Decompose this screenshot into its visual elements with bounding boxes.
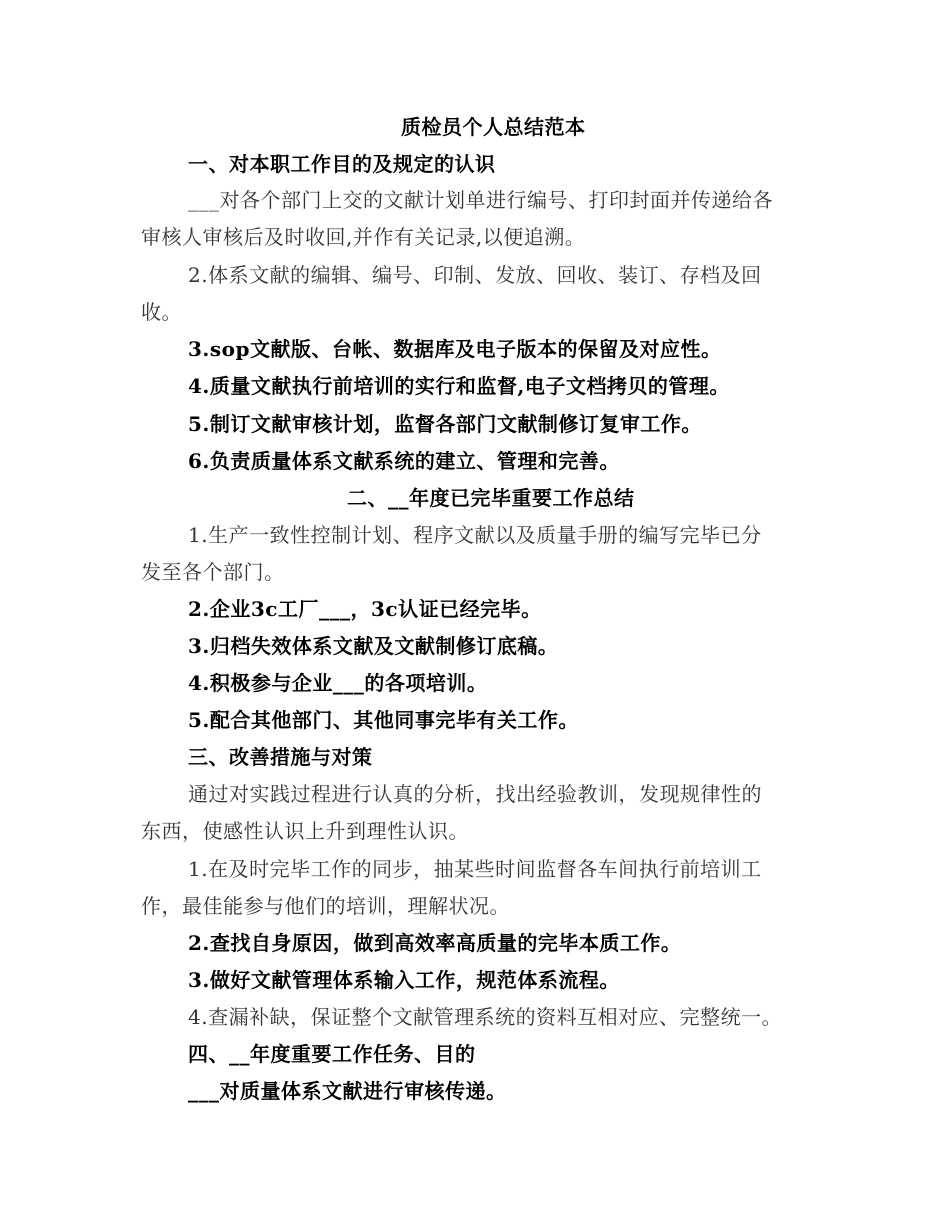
paragraph: 5.配合其他部门、其他同事完毕有关工作。 [188, 708, 579, 732]
paragraph: 收。 [141, 300, 182, 324]
paragraph: 4.查漏补缺，保证整个文献管理系统的资料互相对应、完整统一。 [188, 1005, 783, 1029]
paragraph: 5.制订文献审核计划，监督各部门文献制修订复审工作。 [188, 412, 702, 436]
paragraph: 通过对实践过程进行认真的分析，找出经验教训，发现规律性的 [188, 782, 762, 806]
paragraph: 1.在及时完毕工作的同步，抽某些时间监督各车间执行前培训工 [188, 857, 762, 881]
paragraph: 2.体系文献的编辑、编号、印制、发放、回收、装订、存档及回 [188, 263, 762, 287]
paragraph: 1.生产一致性控制计划、程序文献以及质量手册的编写完毕已分 [188, 523, 762, 547]
paragraph: 4.质量文献执行前培训的实行和监督,电子文档拷贝的管理。 [188, 374, 730, 398]
paragraph: 3.做好文献管理体系输入工作，规范体系流程。 [188, 968, 620, 992]
paragraph: 2.企业3c工厂___，3c认证已经完毕。 [188, 597, 542, 621]
paragraph: ___对质量体系文献进行审核传递。 [188, 1079, 507, 1103]
section-4-heading: 四、__年度重要工作任务、目的 [188, 1042, 476, 1066]
paragraph: 东西，使感性认识上升到理性认识。 [141, 819, 469, 843]
section-2-heading: 二、__年度已完毕重要工作总结 [347, 486, 635, 510]
paragraph: ___对各个部门上交的文献计划单进行编号、打印封面并传递给各 [188, 188, 773, 212]
paragraph: 审核人审核后及时收回,并作有关记录,以便追溯。 [141, 225, 586, 249]
paragraph: 3.sop文献版、台帐、数据库及电子版本的保留及对应性。 [188, 337, 722, 361]
document-title: 质检员个人总结范本 [401, 115, 586, 139]
section-3-heading: 三、改善措施与对策 [188, 745, 373, 769]
section-1-heading: 一、对本职工作目的及规定的认识 [188, 152, 496, 176]
paragraph: 发至各个部门。 [141, 560, 285, 584]
paragraph: 6.负责质量体系文献系统的建立、管理和完善。 [188, 449, 620, 473]
paragraph: 4.积极参与企业___的各项培训。 [188, 671, 488, 695]
paragraph: 作，最佳能参与他们的培训，理解状况。 [141, 894, 510, 918]
paragraph: 3.归档失效体系文献及文献制修订底稿。 [188, 634, 559, 658]
paragraph: 2.查找自身原因，做到高效率高质量的完毕本质工作。 [188, 931, 682, 955]
